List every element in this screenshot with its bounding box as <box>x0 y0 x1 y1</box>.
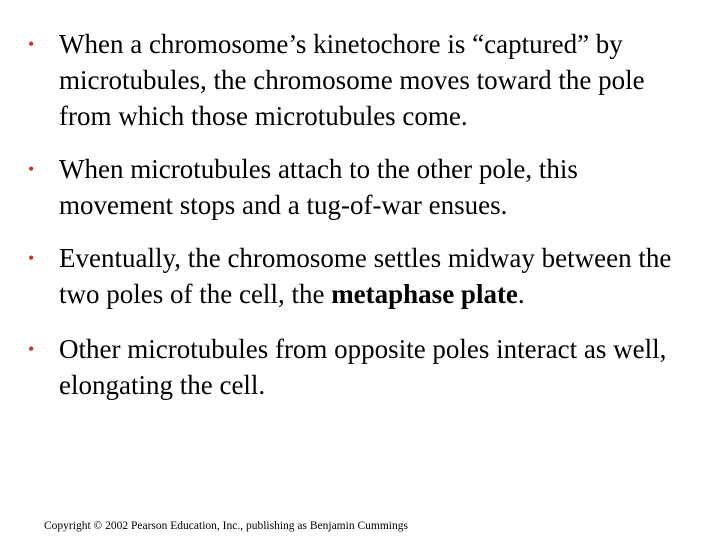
bullet-text: When a chromosome’s kinetochore is “captured” by microtubules, the chromosome moves toward the pole from which those microtubules come. <box>59 29 645 131</box>
bullet-text-before: Eventually, the chromosome settles midway between the two poles of the cell, the <box>59 243 672 309</box>
bullet-item-metaphase-plate <box>28 240 688 312</box>
bullet-text-after: . <box>517 279 525 309</box>
bullet-item-tug-of-war <box>28 151 688 223</box>
bullet-list <box>28 26 688 420</box>
bullet-text: When microtubules attach to the other pole, this movement stops and a tug-of-war ensues. <box>59 154 578 220</box>
bullet-icon: • <box>28 34 35 54</box>
bullet-item-kinetochore-capture <box>28 26 688 134</box>
bullet-icon: • <box>28 159 35 179</box>
bullet-item-elongation <box>28 331 688 403</box>
bullet-icon: • <box>28 339 35 359</box>
bullet-icon: • <box>28 248 35 268</box>
copyright-notice: Copyright © 2002 Pearson Education, Inc., publishing as Benjamin Cummings <box>44 520 408 532</box>
metaphase-plate-term: metaphase plate <box>331 279 518 309</box>
bullet-text: Other microtubules from opposite poles interact as well, elongating the cell. <box>59 334 667 400</box>
